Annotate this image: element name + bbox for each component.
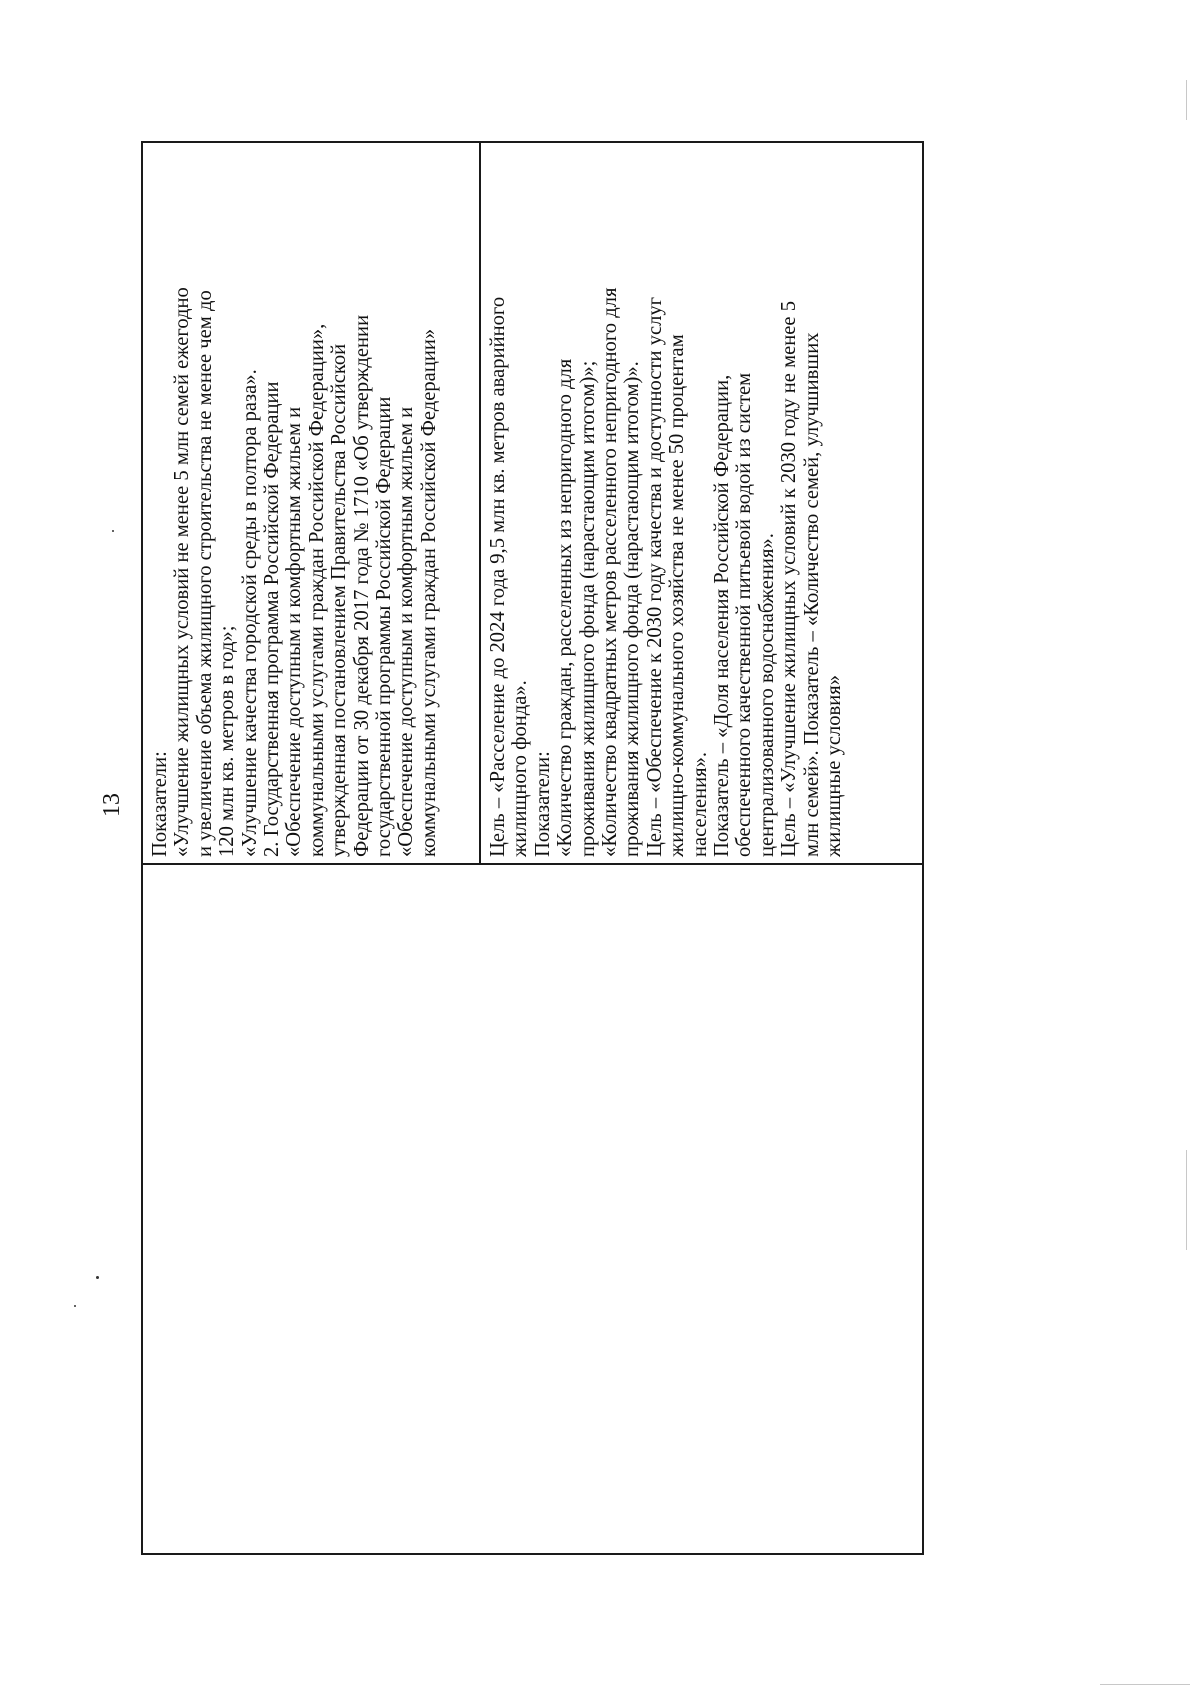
text-line: утвержденная постановлением Правительства Российской (328, 343, 351, 857)
text-line: коммунальными услугами граждан Российской Федерации» (417, 328, 440, 857)
text-line: «Количество квадратных метров расселенного непригодного для (599, 287, 622, 857)
text-line: Цель – «Улучшение жилищных условий к 2030 году не менее 5 (778, 300, 801, 857)
text-line: «Улучшение качества городской среды в полтора раза». (238, 369, 261, 857)
text-line: проживания жилищного фонда (нарастающим итогом)». (621, 361, 644, 857)
text-line: 120 млн кв. метров в год»; (216, 625, 239, 857)
text-line: жилищные условия» (823, 674, 846, 857)
content-table (141, 141, 924, 1555)
page-number: 13 (99, 793, 125, 817)
text-line: населения». (688, 751, 711, 857)
text-line: млн семей». Показатель – «Количество семей, улучшивших (800, 332, 823, 857)
scan-edge-mark (1100, 1684, 1190, 1685)
text-line: Показатели: (531, 751, 554, 857)
text-line: Цель – «Обеспечение к 2030 году качества и доступности услуг (643, 296, 666, 857)
scan-speck (112, 530, 114, 532)
text-line: государственной программы Российской Федерации (373, 396, 396, 857)
text-line: «Обеспечение доступным и комфортным жильем и (395, 406, 418, 857)
text-line: «Улучшение жилищных условий не менее 5 млн семей ежегодно (171, 287, 194, 857)
text-line: 2. Государственная программа Российской Федерации (261, 381, 284, 857)
text-line: обеспеченного качественной питьевой водой из систем (733, 372, 756, 857)
text-line: коммунальными услугами граждан Российской Федерации», (305, 323, 328, 857)
text-line: жилищно-коммунального хозяйства не менее 50 процентам (666, 334, 689, 857)
table-rotation-wrapper (141, 141, 924, 1555)
scan-edge-mark (1186, 1150, 1187, 1250)
table-left-cell (143, 863, 922, 1553)
scan-speck (96, 1276, 99, 1279)
scan-edge-mark (1186, 80, 1187, 120)
text-line: «Обеспечение доступным и комфортным жильем и (283, 406, 306, 857)
text-line: Показатели: (149, 751, 171, 857)
table-right-column (143, 143, 922, 863)
text-line: и увеличение объема жилищного строительства не менее чем до (193, 290, 216, 857)
text-line: Показатель – «Доля населения Российской Федерации, (711, 374, 734, 857)
text-line: жилищного фонда». (509, 680, 532, 857)
text-line: Цель – «Расселение до 2024 года 9,5 млн кв. метров аварийного (487, 296, 509, 857)
text-line: проживания жилищного фонда (нарастающим итогом)»; (576, 360, 599, 857)
text-line: централизованного водоснабжения». (755, 533, 778, 857)
text-line: «Количество граждан, расселенных из непригодного для (554, 358, 577, 857)
table-cell-goals (481, 143, 922, 863)
text-line: Федерации от 30 декабря 2017 года № 1710 «Об утверждении (350, 314, 373, 857)
table-cell-indicators (143, 143, 481, 863)
scan-speck (74, 1305, 76, 1307)
